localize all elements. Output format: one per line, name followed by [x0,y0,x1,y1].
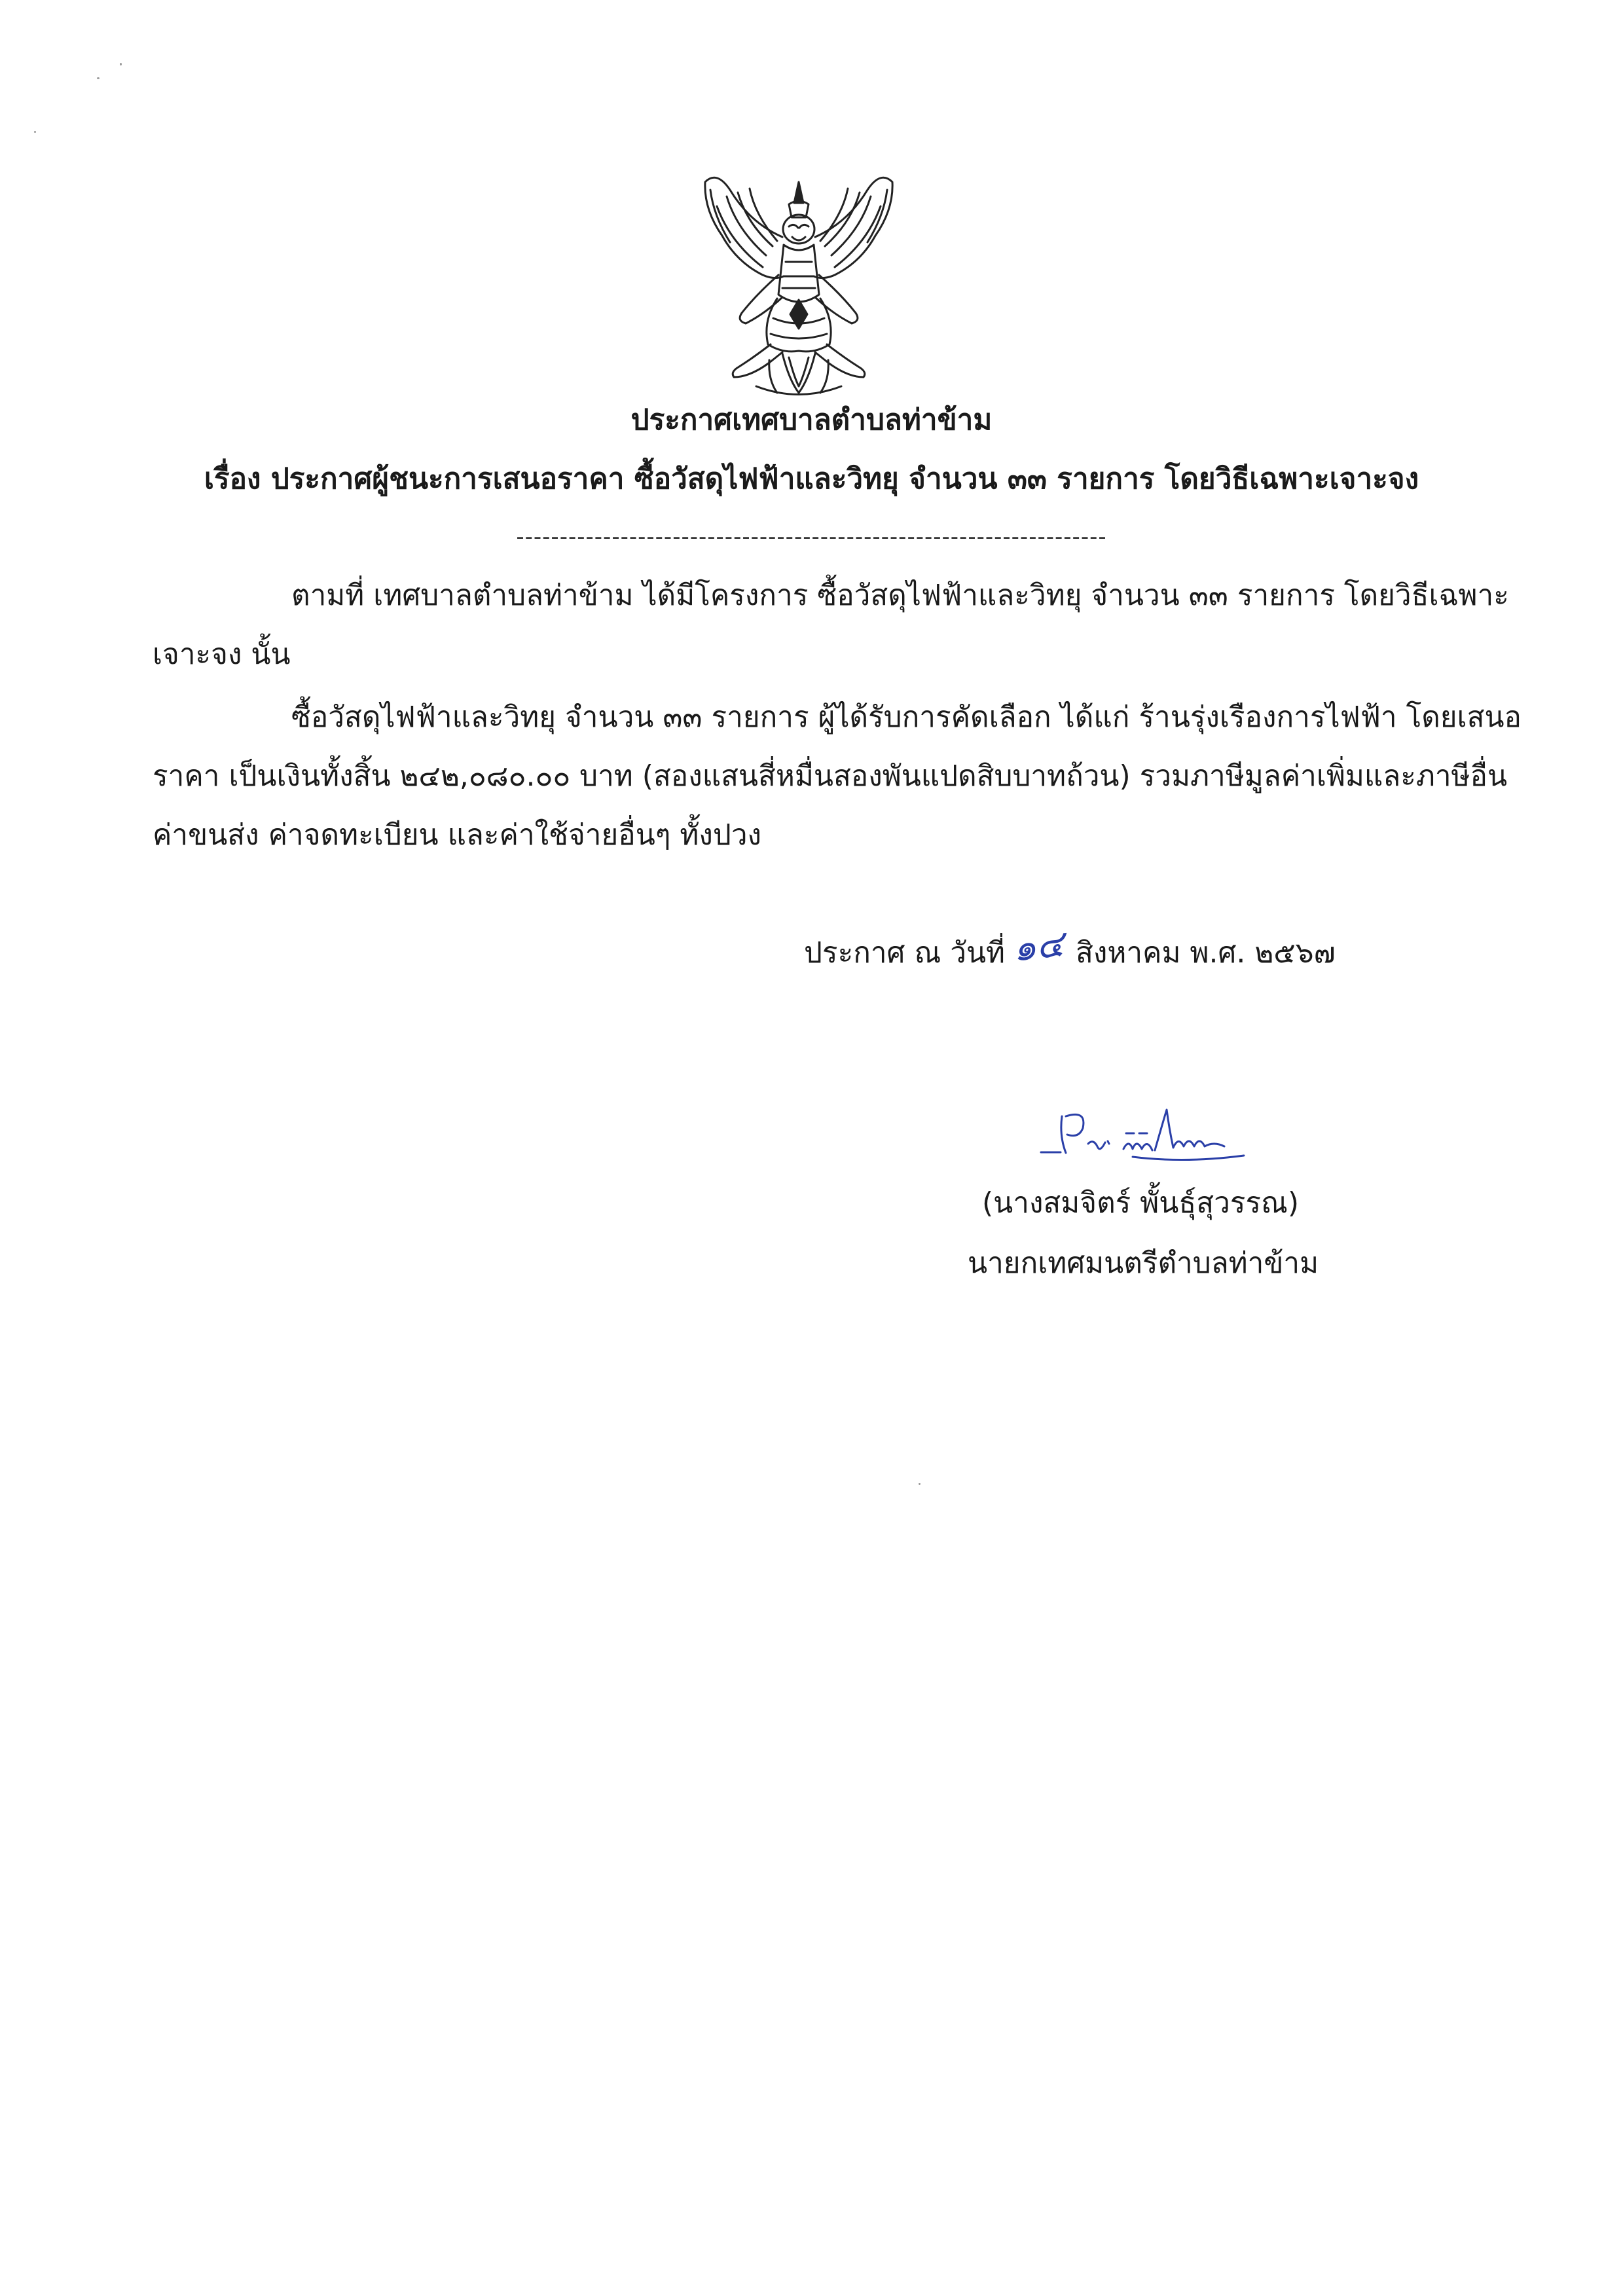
signatory-position: นายกเทศมนตรีตำบลท่าข้าม [968,1247,1319,1280]
handwritten-day: ๑๔ [1010,922,1067,970]
body-paragraph-2-line-1: ซื้อวัสดุไฟฟ้าและวิทยุ จำนวน ๓๓ รายการ ผู้ได้รับการคัดเลือก ได้แก่ ร้านรุ่งเรืองการไฟฟ้า โดยเสนอ [291,701,1522,734]
body-paragraph-1-line-1: ตามที่ เทศบาลตำบลท่าข้าม ได้มีโครงการ ซื้อวัสดุไฟฟ้าและวิทยุ จำนวน ๓๓ รายการ โดยวิธีเฉพาะ [291,579,1509,612]
signatory-name: (นางสมจิตร์ พั้นธุ์สุวรรณ) [982,1186,1300,1220]
scan-speck [919,1483,921,1485]
date-month-year: สิงหาคม พ.ศ. ๒๕๖๗ [1076,936,1336,970]
body-paragraph-2-line-2: ราคา เป็นเงินทั้งสิ้น ๒๔๒,๐๘๐.๐๐ บาท (สองแสนสี่หมื่นสองพันแปดสิบบาทถ้วน) รวมภาษีมูลค่าเพิ่มและภาษีอื่น [153,759,1508,793]
signature-icon [1028,1090,1277,1169]
announcement-date [804,922,1336,973]
announcement-subject: เรื่อง ประกาศผู้ชนะการเสนอราคา ซื้อวัสดุไฟฟ้าและวิทยุ จำนวน ๓๓ รายการ โดยวิธีเฉพาะเจาะจง [204,462,1419,496]
scan-speck [97,77,100,79]
garuda-emblem-icon [691,164,907,399]
header-separator: -------------------------------------------------------------------- [516,524,1107,550]
body-paragraph-2-line-3: ค่าขนส่ง ค่าจดทะเบียน และค่าใช้จ่ายอื่นๆ ทั้งปวง [153,818,762,852]
scan-speck [120,63,122,65]
date-prefix: ประกาศ ณ วันที่ [804,936,1006,970]
announcement-title: ประกาศเทศบาลตำบลท่าข้าม [630,403,993,437]
body-paragraph-1-line-2: เจาะจง นั้น [153,638,291,671]
scan-speck [34,131,36,133]
